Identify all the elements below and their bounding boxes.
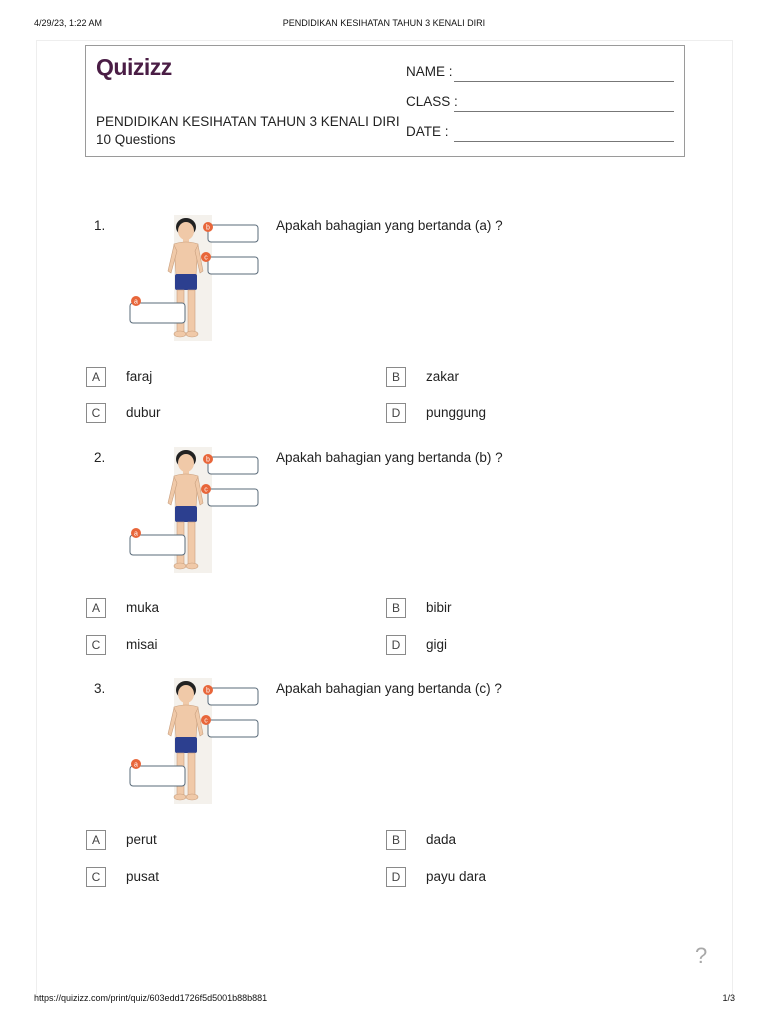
question-2-option-b-letter[interactable]: B [386, 598, 406, 618]
right-foot [186, 794, 198, 800]
right-leg [188, 753, 195, 795]
question-1-option-a-letter[interactable]: A [86, 367, 106, 387]
right-foot [186, 563, 198, 569]
print-header [0, 18, 768, 32]
question-2-number: 2. [94, 450, 106, 465]
question-3-option-a-letter[interactable]: A [86, 830, 106, 850]
question-1-option-d-text: punggung [426, 405, 487, 420]
torso [174, 474, 198, 507]
label-box-b [203, 222, 258, 242]
print-date: 4/29/23, 1:22 AM [34, 18, 103, 28]
label-box-c [201, 715, 258, 737]
print-title: PENDIDIKAN KESIHATAN TAHUN 3 KENALI DIRI [282, 18, 486, 28]
marker-c-label: c [204, 486, 208, 494]
label-box-c [201, 252, 258, 274]
torso [174, 705, 198, 738]
question-3-option-b-letter[interactable]: B [386, 830, 406, 850]
left-foot [174, 331, 186, 337]
print-page-number: 1/3 [722, 993, 735, 1003]
question-1-option-a-text: faraj [126, 369, 153, 384]
shorts [175, 506, 197, 522]
label-box-b [203, 454, 258, 474]
question-1-option-b-letter[interactable]: B [386, 367, 406, 387]
marker-b-label: b [206, 224, 210, 232]
question-3-option-d-letter[interactable]: D [386, 867, 406, 887]
torso [174, 242, 198, 275]
name-label: NAME : [406, 64, 453, 79]
left-foot [174, 794, 186, 800]
marker-a-label: a [134, 298, 138, 306]
print-footer [0, 993, 768, 1007]
right-leg [188, 290, 195, 332]
label-box-b [203, 685, 258, 705]
question-3-body-figure [126, 676, 266, 806]
quizizz-logo: Quizizz [96, 54, 172, 80]
date-line [454, 141, 674, 142]
question-3-number: 3. [94, 681, 106, 696]
question-3-text: Apakah bahagian yang bertanda (c) ? [276, 681, 502, 696]
question-3-option-c-letter[interactable]: C [86, 867, 106, 887]
question-2-option-d-letter[interactable]: D [386, 635, 406, 655]
question-3-option-a-text: perut [126, 832, 157, 847]
question-3-option-d-text: payu dara [426, 869, 487, 884]
head [178, 454, 194, 472]
question-2-option-a-text: muka [126, 600, 160, 615]
right-leg [188, 522, 195, 564]
head [178, 685, 194, 703]
question-1-number: 1. [94, 218, 106, 233]
question-1-option-d-letter[interactable]: D [386, 403, 406, 423]
marker-a-label: a [134, 761, 138, 769]
question-1-body-figure [126, 213, 266, 343]
marker-c-label: c [204, 254, 208, 262]
marker-b-label: b [206, 456, 210, 464]
question-2-text: Apakah bahagian yang bertanda (b) ? [276, 450, 503, 465]
question-1-text: Apakah bahagian yang bertanda (a) ? [276, 218, 503, 233]
question-count: 10 Questions [96, 132, 176, 147]
marker-b-label: b [206, 687, 210, 695]
label-box-c [201, 484, 258, 506]
question-2-option-a-letter[interactable]: A [86, 598, 106, 618]
help-icon[interactable]: ? [695, 943, 708, 968]
class-line [454, 111, 674, 112]
question-2-option-d-text: gigi [426, 637, 448, 652]
class-label: CLASS : [406, 94, 458, 109]
left-foot [174, 563, 186, 569]
name-line [454, 81, 674, 82]
question-2-option-c-letter[interactable]: C [86, 635, 106, 655]
right-foot [186, 331, 198, 337]
question-3-option-c-text: pusat [126, 869, 160, 884]
date-label: DATE : [406, 124, 449, 139]
quiz-title: PENDIDIKAN KESIHATAN TAHUN 3 KENALI DIRI [96, 114, 400, 129]
marker-a-label: a [134, 530, 138, 538]
question-3-option-b-text: dada [426, 832, 457, 847]
head [178, 222, 194, 240]
question-2-option-c-text: misai [126, 637, 158, 652]
question-2-body-figure [126, 445, 266, 575]
quiz-info-box [85, 45, 685, 157]
shorts [175, 274, 197, 290]
question-1-option-c-letter[interactable]: C [86, 403, 106, 423]
shorts [175, 737, 197, 753]
question-1-option-b-text: zakar [426, 369, 460, 384]
question-2-option-b-text: bibir [426, 600, 452, 615]
marker-c-label: c [204, 717, 208, 725]
question-1-option-c-text: dubur [126, 405, 161, 420]
print-url: https://quizizz.com/print/quiz/603edd1726f5d5001b88b881 [34, 993, 268, 1003]
